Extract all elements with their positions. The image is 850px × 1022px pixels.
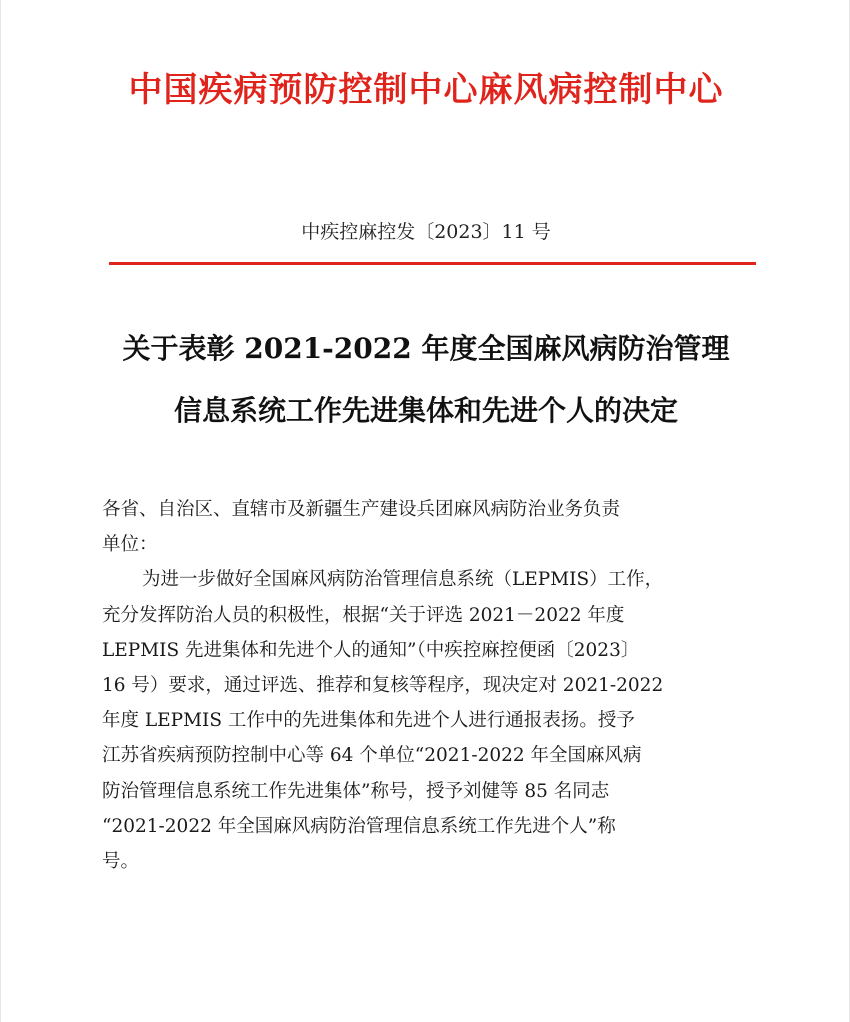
document-title <box>1 318 850 442</box>
red-divider-line <box>109 262 756 265</box>
title-line-2: 信息系统工作先进集体和先进个人的决定 <box>173 394 678 427</box>
document-number: 中疾控麻控发〔2023〕11 号 <box>301 221 551 243</box>
body-paragraph-line: 年度 LEPMIS 工作中的先进集体和先进个人进行通报表扬。授予 <box>102 710 635 732</box>
salutation-line-2: 单位： <box>102 534 158 556</box>
body-paragraph-line: “2021-2022 年全国麻风病防治管理信息系统工作先进个人”称 <box>102 815 616 837</box>
salutation-line-1: 各省、自治区、直辖市及新疆生产建设兵团麻风病防治业务负责 <box>102 499 621 520</box>
issuing-organization-header: 中国疾病预防控制中心麻风病控制中心 <box>128 70 724 110</box>
body-paragraph-line: 为进一步做好全国麻风病防治管理信息系统（LEPMIS）工作， <box>142 569 664 591</box>
document-body <box>102 492 762 879</box>
body-paragraph-line: 号。 <box>102 850 140 872</box>
body-paragraph-line: LEPMIS 先进集体和先进个人的通知”（中疾控麻控便函〔2023〕 <box>102 639 640 661</box>
body-paragraph-line: 江苏省疾病预防控制中心等 64 个单位“2021-2022 年全国麻风病 <box>102 745 642 767</box>
title-line-1: 关于表彰 2021-2022 年度全国麻风病防治管理 <box>122 332 730 365</box>
body-paragraph-line: 充分发挥防治人员的积极性，根据“关于评选 2021－2022 年度 <box>102 604 625 626</box>
body-paragraph-line: 16 号）要求，通过评选、推荐和复核等程序，现决定对 2021-2022 <box>102 674 664 696</box>
body-paragraph-line: 防治管理信息系统工作先进集体”称号，授予刘健等 85 名同志 <box>102 780 610 802</box>
